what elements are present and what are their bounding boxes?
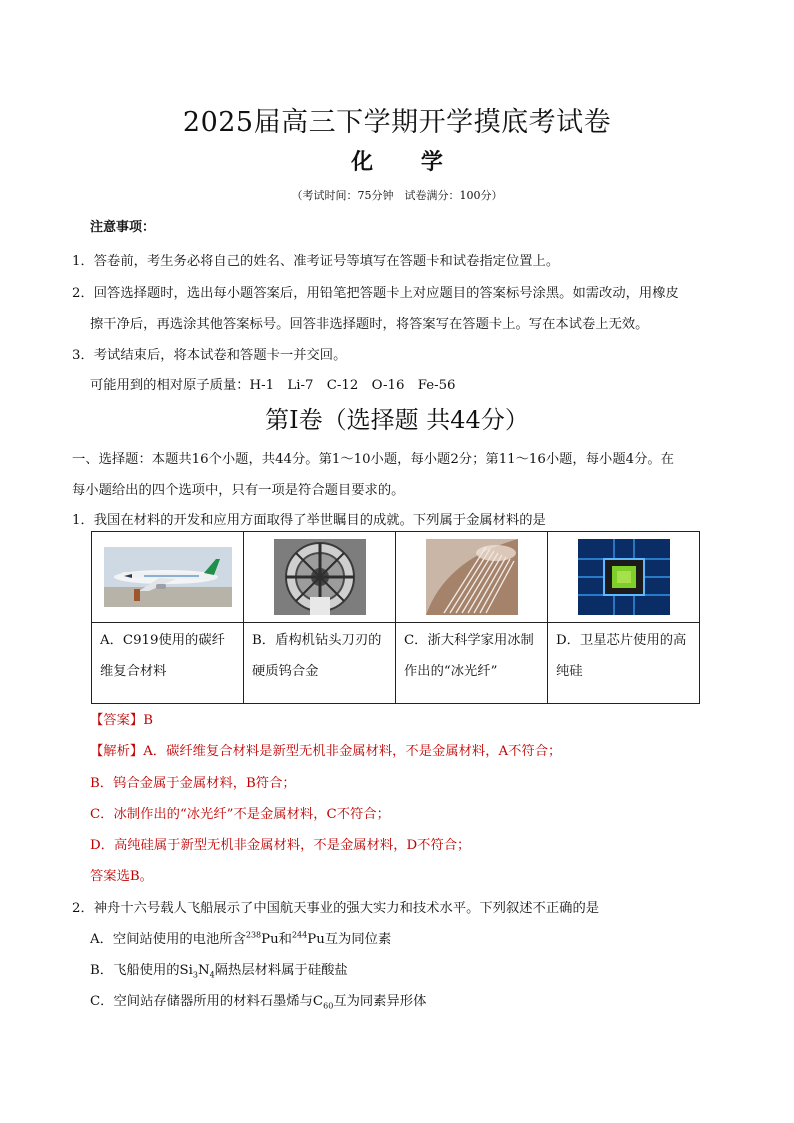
q2-a-el1: Pu和 [261,932,292,947]
analysis-label: 【解析】 [90,744,144,759]
q1-option-d-image-cell [548,532,700,623]
q1-option-d: D．卫星芯片使用的高纯硅 [548,623,700,704]
q2-option-b [90,959,348,980]
airplane-photo [104,547,232,607]
q1-answer [90,709,153,728]
page-title: 2025届高三下学期开学摸底考试卷 [182,107,612,138]
q1-option-b-image-cell [244,532,396,623]
q1-stem: 1．我国在材料的开发和应用方面取得了举世瞩目的成就。下列属于金属材料的是 [72,513,546,528]
tunnel-boring-machine-photo [274,539,366,615]
q2-b-post: 隔热层材料属于硅酸盐 [214,963,348,978]
chip-photo [578,539,670,615]
note-item-2: 2．回答选择题时，选出每小题答案后，用铅笔把答题卡上对应题目的答案标号涂黑。如需改动，用橡皮 [72,286,679,301]
subject-heading: 化 学 [351,149,463,175]
q2-c-text: C．空间站存储器所用的材料石墨烯与C [90,994,324,1009]
q1-conclusion: 答案选B。 [90,869,153,884]
note-item-3: 3．考试结束后，将本试卷和答题卡一并交回。 [72,348,347,363]
analysis-line-c: C．冰制作出的“冰光纤”不是金属材料，C不符合； [90,807,390,822]
answer-value: B [143,713,153,728]
section-intro-line1: 一、选择题：本题共16个小题，共44分。第1～10小题，每小题2分；第11～16小题，每小题4分。在 [72,452,674,467]
q1-option-a-image-cell [92,532,244,623]
q1-options-table [91,531,700,704]
analysis-line-b: B．钨合金属于金属材料，B符合； [90,776,296,791]
q1-analysis-a [90,740,561,759]
q2-c-post: 互为同素异形体 [333,994,427,1009]
q2-b-sub1: 3 [192,970,199,980]
analysis-line-d: D．高纯硅属于新型无机非金属材料，不是金属材料，D不符合； [90,838,471,853]
q2-option-c [90,990,426,1011]
q2-a-mass1: 238 [245,930,262,940]
q1-option-c-image-cell [396,532,548,623]
q1-option-c: C．浙大科学家用冰制作出的“冰光纤” [396,623,548,704]
section-intro-line2: 每小题给出的四个选项中，只有一项是符合题目要求的。 [72,483,405,498]
q2-option-a [90,928,391,947]
exam-info: （考试时间：75分钟 试卷满分：100分） [291,189,503,202]
q1-option-a: A．C919使用的碳纤维复合材料 [92,623,244,704]
q2-c-sub: 60 [323,1001,334,1011]
answer-label: 【答案】 [90,713,144,728]
q2-a-text: A．空间站使用的电池所含 [90,932,246,947]
note-item-1: 1．答卷前，考生务必将自己的姓名、准考证号等填写在答题卡和试卷指定位置上。 [72,254,560,269]
q2-a-mass2: 244 [291,930,308,940]
analysis-line-a: A．碳纤维复合材料是新型无机非金属材料，不是金属材料，A不符合； [143,744,562,759]
section-title: 第Ⅰ卷（选择题 共44分） [265,406,529,434]
q1-option-b: B．盾构机钻头刀刃的硬质钨合金 [244,623,396,704]
q2-stem: 2．神舟十六号载人飞船展示了中国航天事业的强大实力和技术水平。下列叙述不正确的是 [72,901,600,916]
q2-b-mid: N [198,963,210,978]
q2-a-el2: Pu互为同位素 [307,932,392,947]
ice-fiber-photo [426,539,518,615]
q2-b-text: B．飞船使用的Si [90,963,193,978]
notes-heading: 注意事项： [90,220,156,235]
q2-b-sub2: 4 [209,970,215,980]
atomic-masses: 可能用到的相对原子质量：H-1 Li-7 C-12 O-16 Fe-56 [90,378,456,393]
note-item-2-cont: 擦干净后，再选涂其他答案标号。回答非选择题时，将答案写在答题卡上。写在本试卷上无效。 [90,317,649,332]
